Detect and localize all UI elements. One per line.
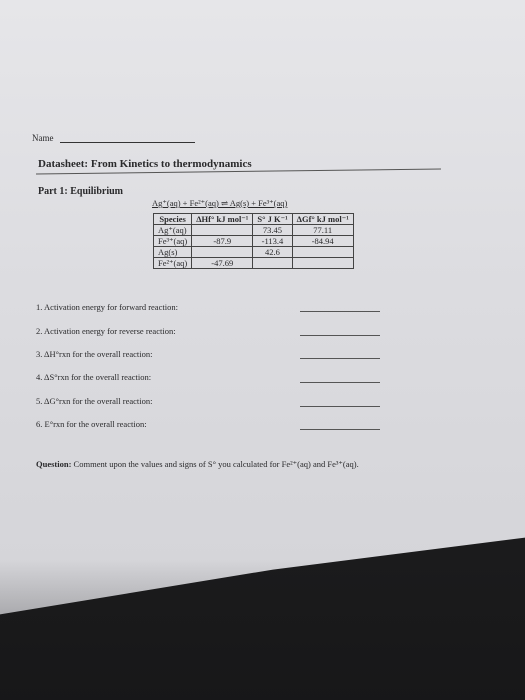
table-row	[154, 247, 354, 258]
table-cell	[292, 258, 353, 269]
table-shadow	[0, 560, 525, 700]
table-cell: 42.6	[253, 247, 292, 258]
table-cell: Ag(s)	[154, 247, 192, 258]
table-cell	[253, 258, 292, 269]
question-item: 4. ΔS°rxn for the overall reaction:	[36, 372, 152, 382]
table-cell: 73.45	[253, 225, 292, 236]
answer-line	[300, 406, 380, 407]
name-line	[60, 142, 195, 143]
table-cell	[192, 225, 253, 236]
header-cell: ΔGf° kJ mol⁻¹	[292, 214, 353, 225]
header-cell: ΔHf° kJ mol⁻¹	[192, 214, 253, 225]
question-label: Question:	[36, 459, 72, 469]
discussion-question	[36, 459, 359, 470]
question-item: 2. Activation energy for reverse reaction:	[36, 326, 176, 336]
table-row	[154, 258, 354, 269]
answer-line	[300, 358, 380, 359]
name-label: Name	[32, 133, 54, 143]
table-cell: -84.94	[292, 236, 353, 247]
question-item: 5. ΔG°rxn for the overall reaction:	[36, 396, 153, 406]
answer-line	[300, 429, 380, 430]
header-cell: S° J K⁻¹	[253, 214, 292, 225]
answer-line	[300, 382, 380, 383]
question-item: 3. ΔH°rxn for the overall reaction:	[36, 349, 153, 359]
datasheet-title: Datasheet: From Kinetics to thermodynamics	[38, 158, 252, 170]
table-cell: -113.4	[253, 236, 292, 247]
table-cell: Ag⁺(aq)	[154, 225, 192, 236]
header-cell: Species	[154, 214, 192, 225]
table-cell: -87.9	[192, 236, 253, 247]
table-cell: 77.11	[292, 225, 353, 236]
table-row	[154, 225, 354, 236]
table-cell: -47.69	[192, 258, 253, 269]
part-title: Part 1: Equilibrium	[38, 186, 124, 197]
answer-line	[300, 311, 380, 312]
table-cell: Fe²⁺(aq)	[154, 258, 192, 269]
thermo-table	[153, 213, 354, 269]
reaction-equation: Ag⁺(aq) + Fe²⁺(aq) ⇌ Ag(s) + Fe³⁺(aq)	[152, 198, 288, 208]
table-cell	[192, 247, 253, 258]
table-row	[154, 236, 354, 247]
question-text: Comment upon the values and signs of S° you calculated for Fe²⁺(aq) and Fe³⁺(aq).	[73, 459, 359, 469]
answer-line	[300, 335, 380, 336]
table-cell: Fe³⁺(aq)	[154, 236, 192, 247]
question-item: 1. Activation energy for forward reaction:	[36, 302, 178, 312]
table-cell	[292, 247, 353, 258]
question-item: 6. E°rxn for the overall reaction:	[36, 419, 147, 429]
table-header-row	[154, 214, 354, 225]
